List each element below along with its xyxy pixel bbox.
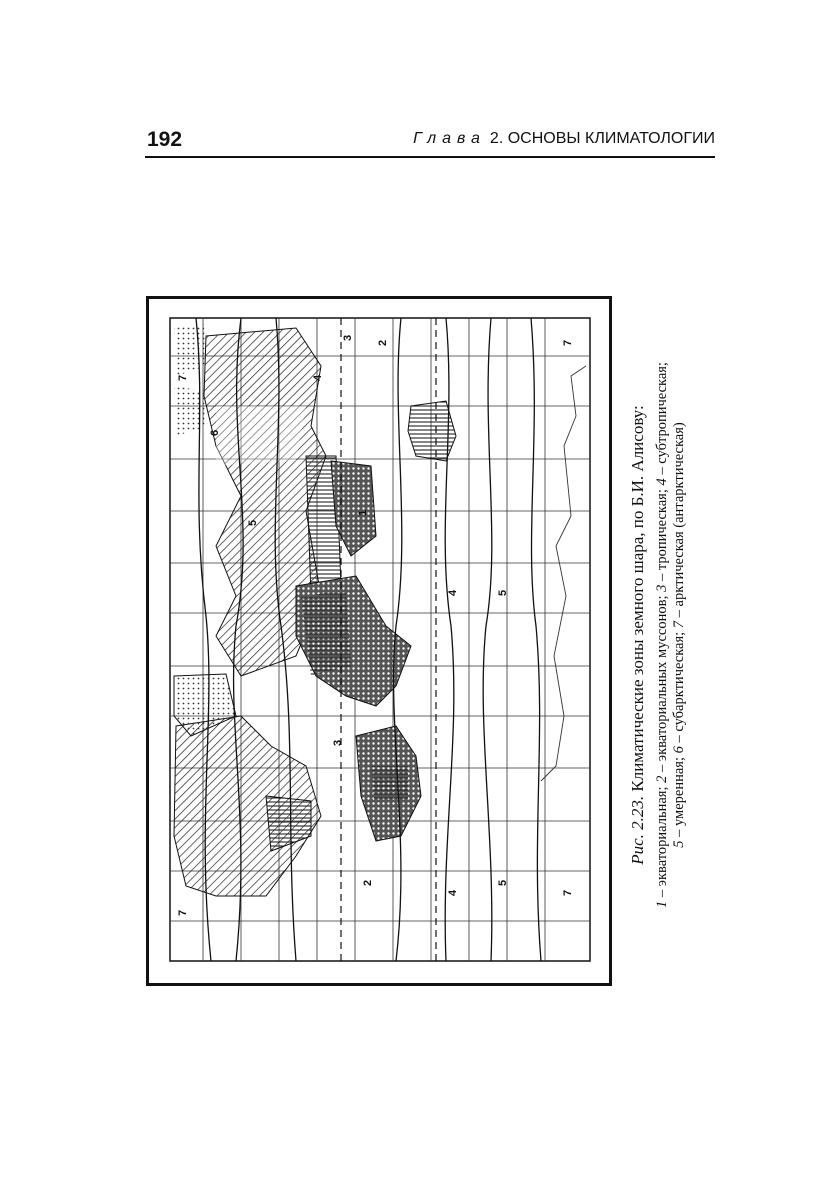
zone-label: 7: [562, 889, 574, 896]
running-title: [413, 130, 715, 148]
caption-legend-line-2: 5 – умеренная; 6 – субарктическая; 7 – арктическая (антарктическая): [671, 422, 687, 848]
zone-label: 3: [332, 739, 344, 746]
caption-text: Климатические зоны земного шара, по Б.И. Алисову:: [628, 405, 647, 792]
chapter-word: Глава: [413, 130, 486, 147]
page-number: 192: [147, 128, 183, 151]
chapter-title: 2. ОСНОВЫ КЛИМАТОЛОГИИ: [489, 130, 715, 147]
zone-label: 5: [247, 519, 259, 526]
zone-label: 7: [177, 909, 189, 916]
zone-label: 4: [312, 374, 324, 381]
zone-label: 1: [357, 509, 369, 516]
zone-label: 4: [447, 889, 459, 896]
zone-label: 4: [447, 589, 459, 596]
page-header: [145, 128, 715, 158]
zone-label: 3: [342, 334, 354, 341]
zone-label: 5: [497, 589, 509, 596]
zone-label: 5: [497, 879, 509, 886]
figure-number: Рис. 2.23.: [628, 795, 647, 865]
zone-label: 6: [209, 429, 221, 436]
caption-title: [628, 335, 648, 935]
zone-label: 2: [377, 339, 389, 346]
zone-label: 2: [362, 879, 374, 886]
map-svg: [146, 296, 612, 986]
figure-caption: [628, 335, 718, 935]
caption-legend-line-1: 1 – экваториальная; 2 – экваториальных муссонов; 3 – тропическая; 4 – субтропическая;: [654, 362, 670, 908]
zone-label: 7: [562, 339, 574, 346]
climate-zones-map: [146, 296, 612, 986]
zone-label: 7: [177, 374, 189, 381]
